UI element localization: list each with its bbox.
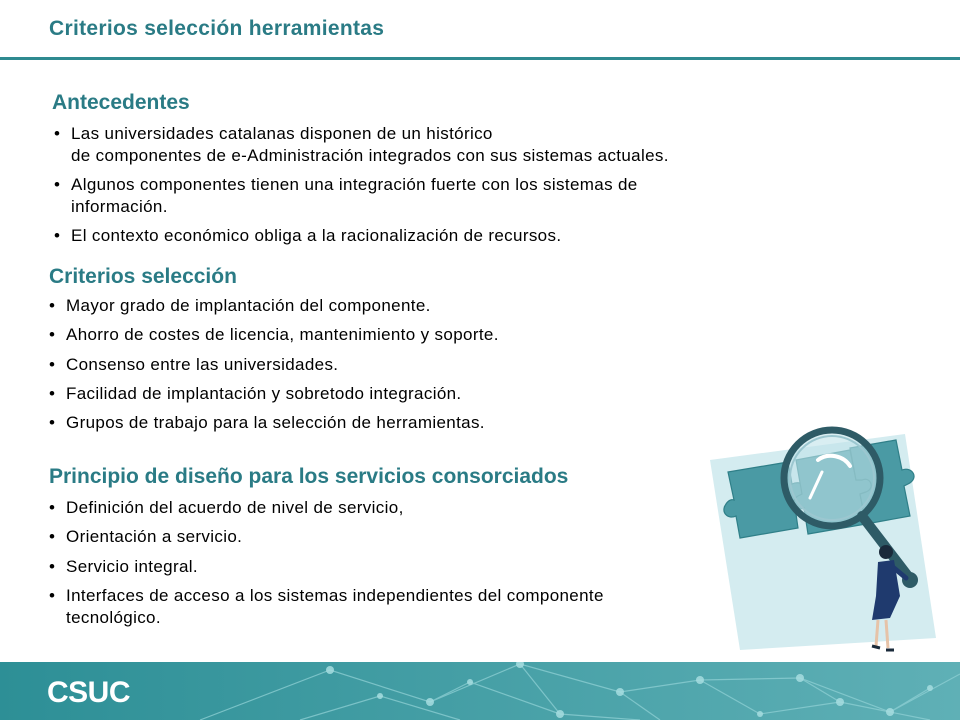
footer-band	[0, 662, 960, 720]
list-item: • Consenso entre las universidades.	[49, 354, 809, 376]
list-item: • Orientación a servicio.	[49, 526, 729, 548]
list-item: • El contexto económico obliga a la racionalización de recursos.	[54, 225, 814, 247]
title-divider	[0, 57, 960, 60]
section-heading-principio: Principio de diseño para los servicios consorciados	[49, 465, 569, 488]
list-item: • Servicio integral.	[49, 556, 729, 578]
antecedentes-list	[54, 123, 814, 254]
csuc-logo: CSUC	[47, 676, 131, 709]
list-item: • Definición del acuerdo de nivel de servicio,	[49, 497, 729, 519]
principio-list	[49, 497, 729, 637]
slide-title: Criterios selección herramientas	[49, 17, 385, 40]
list-item: • Facilidad de implantación y sobretodo integración.	[49, 383, 809, 405]
puzzle-magnifier-illustration	[700, 400, 940, 655]
list-item: • Ahorro de costes de licencia, mantenimiento y soporte.	[49, 324, 809, 346]
section-heading-antecedentes: Antecedentes	[52, 91, 190, 114]
list-item: • Grupos de trabajo para la selección de herramientas.	[49, 412, 809, 434]
criterios-list	[49, 295, 809, 441]
magnifier-lens	[784, 430, 880, 526]
list-item: • Las universidades catalanas disponen de un histórico de componentes de e-Administración integrados con sus sistemas actuales.	[54, 123, 814, 167]
list-item: • Algunos componentes tienen una integración fuerte con los sistemas de información.	[54, 174, 814, 218]
section-heading-criterios: Criterios selección	[49, 265, 237, 288]
list-item: • Interfaces de acceso a los sistemas independientes del componente tecnológico.	[49, 585, 729, 629]
list-item: • Mayor grado de implantación del componente.	[49, 295, 809, 317]
